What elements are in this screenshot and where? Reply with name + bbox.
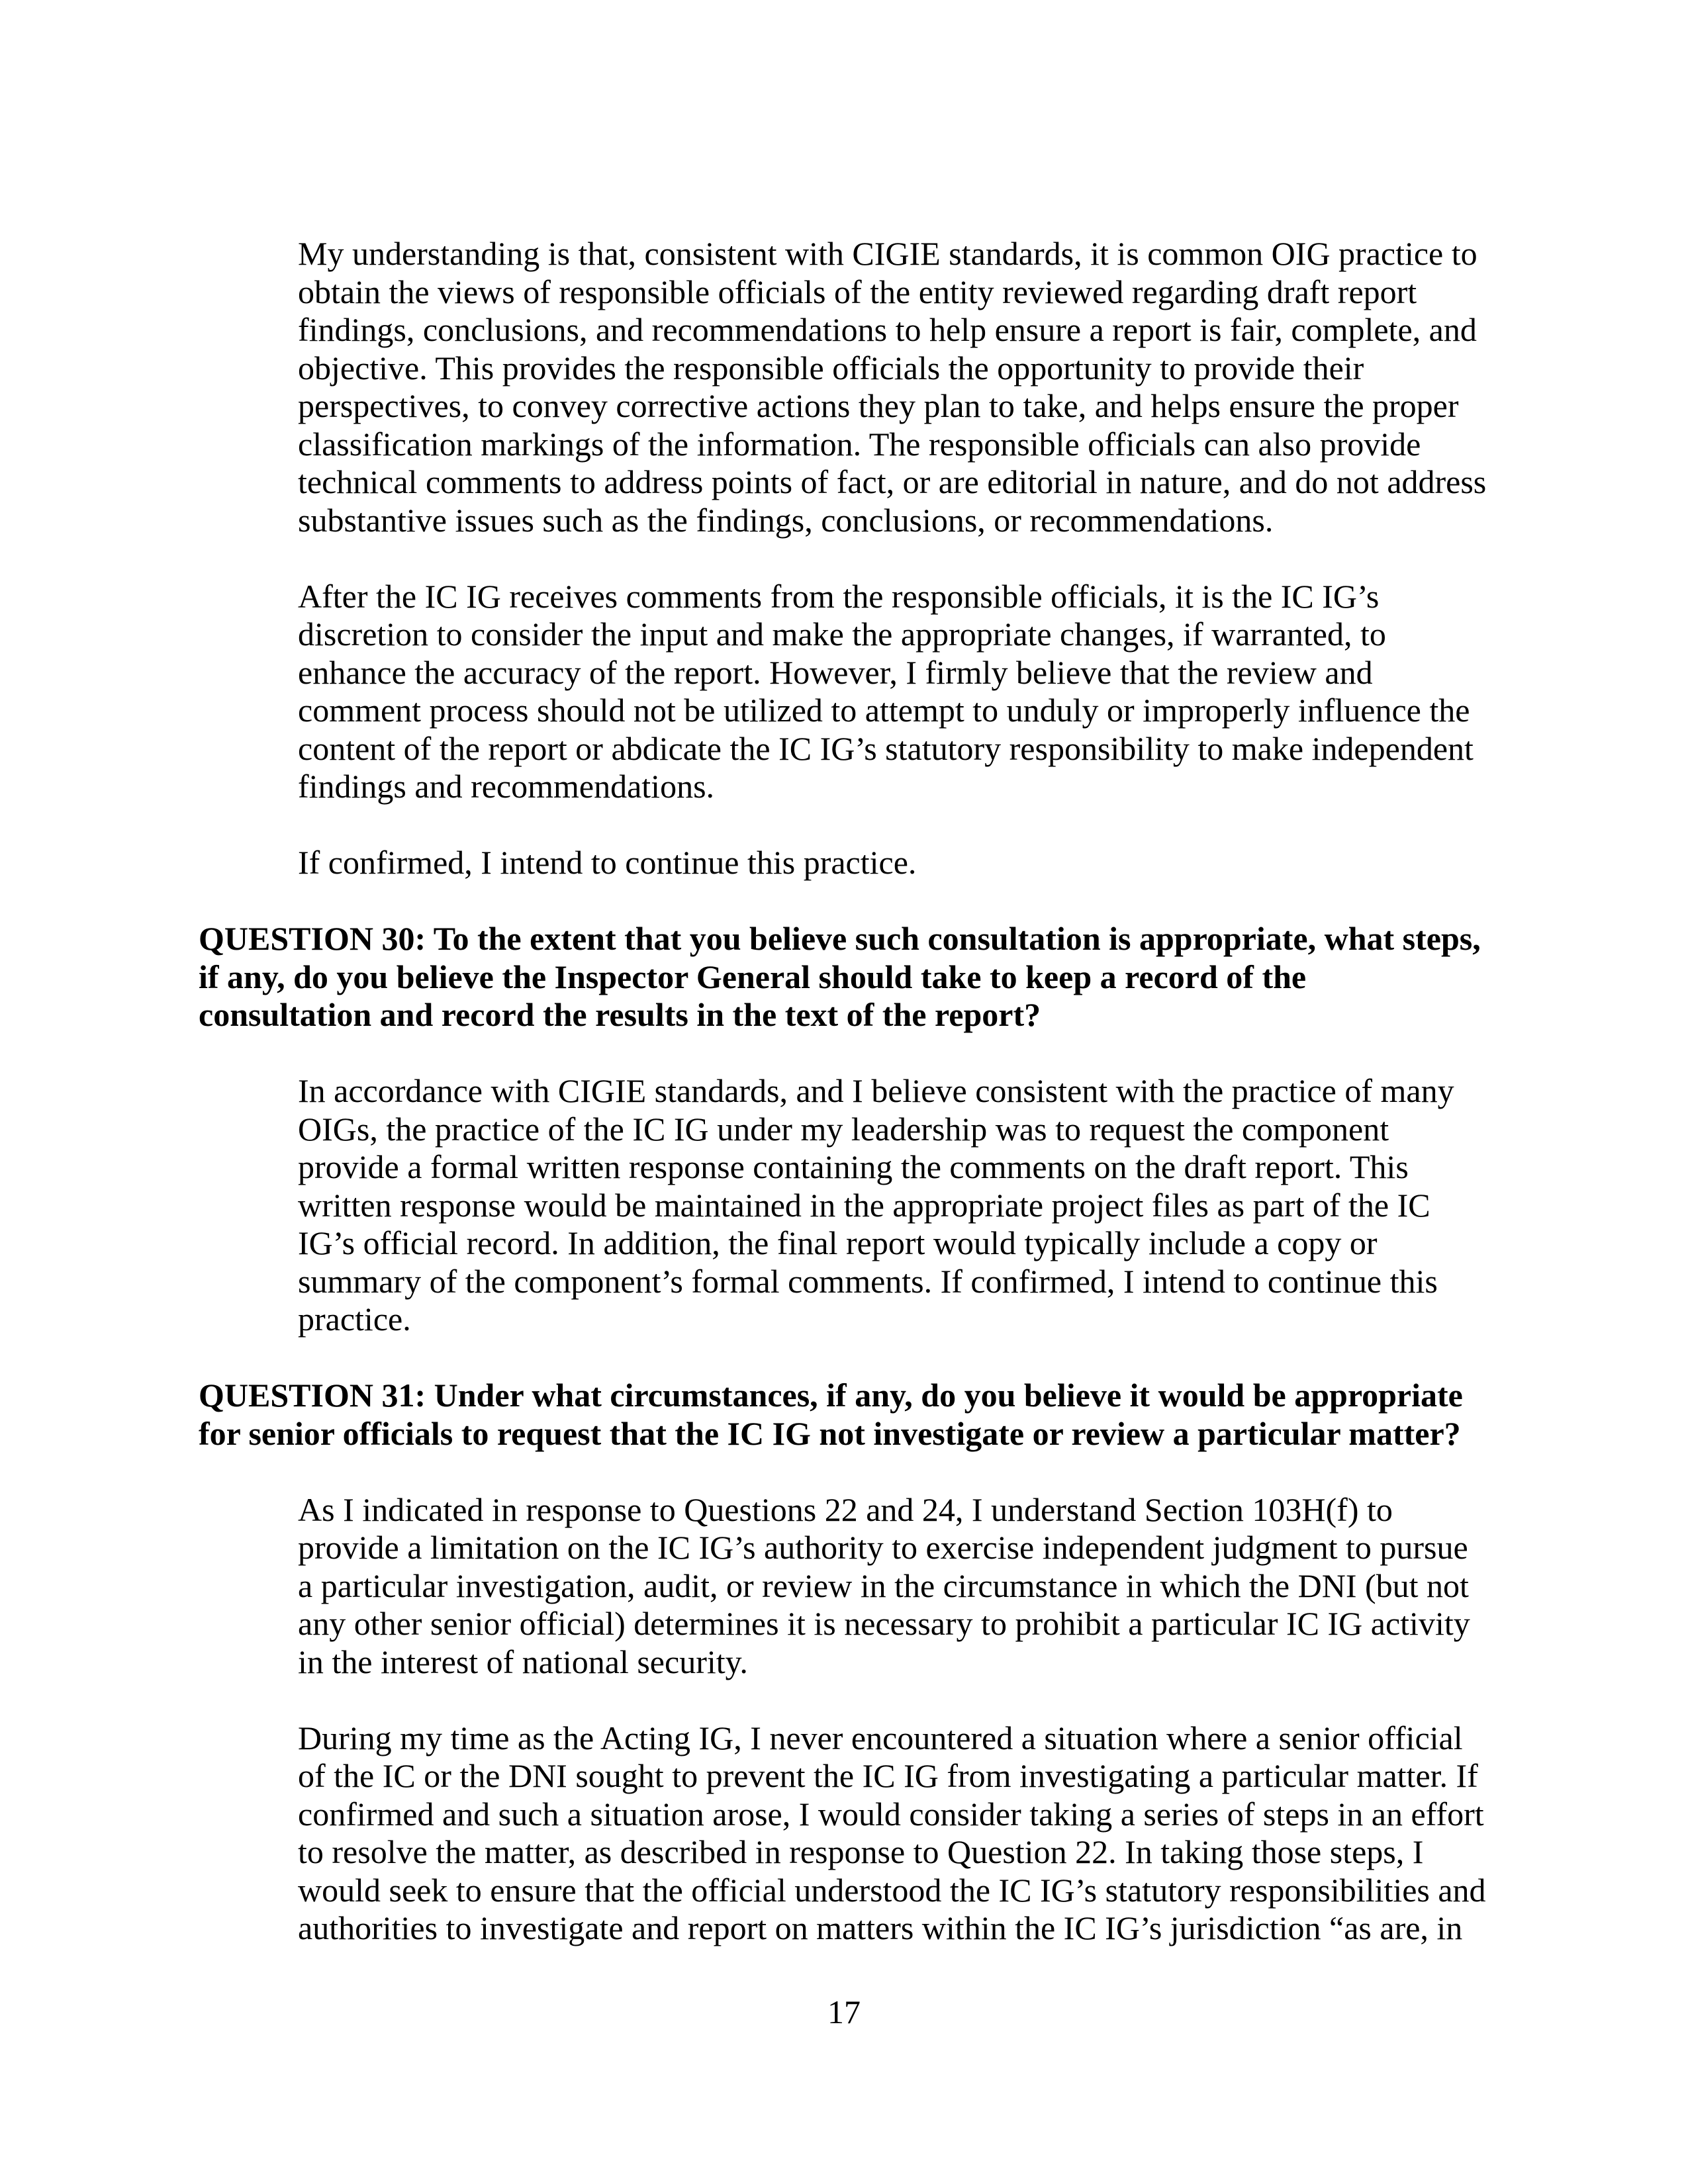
text-line: comment process should not be utilized to attempt to unduly or improperly influence the — [298, 692, 1470, 729]
question-line: if any, do you believe the Inspector General should take to keep a record of the — [199, 958, 1307, 995]
text-line: discretion to consider the input and make the appropriate changes, if warranted, to — [298, 615, 1386, 653]
text-line: of the IC or the DNI sought to prevent the IC IG from investigating a particular matter. If — [298, 1757, 1478, 1794]
text-line: substantive issues such as the findings, conclusions, or recommendations. — [298, 501, 1274, 539]
text-line: provide a limitation on the IC IG’s authority to exercise independent judgment to pursue — [298, 1529, 1468, 1566]
question-30-heading — [199, 920, 1481, 1034]
text-line: in the interest of national security. — [298, 1643, 748, 1680]
text-line: a particular investigation, audit, or review in the circumstance in which the DNI (but not — [298, 1567, 1469, 1604]
question-line: consultation and record the results in the text of the report? — [199, 996, 1041, 1033]
question-31-heading — [199, 1377, 1463, 1453]
answer-paragraph — [298, 578, 1474, 806]
text-line: IG’s official record. In addition, the final report would typically include a copy or — [298, 1224, 1378, 1261]
text-line: content of the report or abdicate the IC IG’s statutory responsibility to make independent — [298, 729, 1474, 767]
answer-paragraph — [298, 844, 916, 882]
text-line: OIGs, the practice of the IC IG under my leadership was to request the component — [298, 1110, 1389, 1148]
text-line: If confirmed, I intend to continue this practice. — [298, 844, 917, 881]
text-line: objective. This provides the responsible officials the opportunity to provide their — [298, 349, 1364, 387]
text-line: After the IC IG receives comments from the responsible officials, it is the IC IG’s — [298, 577, 1380, 615]
text-line: practice. — [298, 1300, 411, 1338]
text-line: written response would be maintained in the appropriate project files as part of the IC — [298, 1186, 1430, 1224]
text-line: authorities to investigate and report on matters within the IC IG’s jurisdiction “as are, in — [298, 1909, 1463, 1946]
text-line: technical comments to address points of fact, or are editorial in nature, and do not address — [298, 463, 1487, 500]
text-line: confirmed and such a situation arose, I would consider taking a series of steps in an effort — [298, 1795, 1484, 1833]
answer-paragraph — [298, 1719, 1486, 1948]
text-line: During my time as the Acting IG, I never encountered a situation where a senior official — [298, 1719, 1463, 1756]
text-line: any other senior official) determines it is necessary to prohibit a particular IC IG activity — [298, 1605, 1470, 1642]
text-line: classification markings of the information. The responsible officials can also provide — [298, 425, 1421, 463]
text-line: provide a formal written response containing the comments on the draft report. This — [298, 1148, 1409, 1185]
text-line: would seek to ensure that the official understood the IC IG’s statutory responsibilities and — [298, 1871, 1486, 1909]
text-line: In accordance with CIGIE standards, and I believe consistent with the practice of many — [298, 1072, 1454, 1109]
text-line: enhance the accuracy of the report. However, I firmly believe that the review and — [298, 653, 1373, 691]
text-line: obtain the views of responsible officials of the entity reviewed regarding draft report — [298, 273, 1417, 310]
text-line: findings and recommendations. — [298, 768, 715, 805]
text-line: findings, conclusions, and recommendations to help ensure a report is fair, complete, and — [298, 311, 1477, 348]
question-line: QUESTION 30: To the extent that you believe such consultation is appropriate, what steps, — [199, 920, 1481, 957]
page-number: 17 — [827, 1993, 861, 2030]
answer-paragraph — [298, 235, 1486, 539]
answer-paragraph — [298, 1072, 1454, 1339]
text-line: As I indicated in response to Questions 22 and 24, I understand Section 103H(f) to — [298, 1490, 1393, 1528]
answer-paragraph — [298, 1491, 1470, 1682]
question-line: for senior officials to request that the IC IG not investigate or review a particular matter? — [199, 1414, 1461, 1452]
text-line: perspectives, to convey corrective actions they plan to take, and helps ensure the proper — [298, 387, 1459, 424]
text-line: summary of the component’s formal comments. If confirmed, I intend to continue this — [298, 1262, 1438, 1300]
text-line: to resolve the matter, as described in response to Question 22. In taking those steps, I — [298, 1833, 1424, 1870]
question-line: QUESTION 31: Under what circumstances, if any, do you believe it would be appropriate — [199, 1377, 1463, 1414]
text-line: My understanding is that, consistent with CIGIE standards, it is common OIG practice to — [298, 235, 1477, 272]
